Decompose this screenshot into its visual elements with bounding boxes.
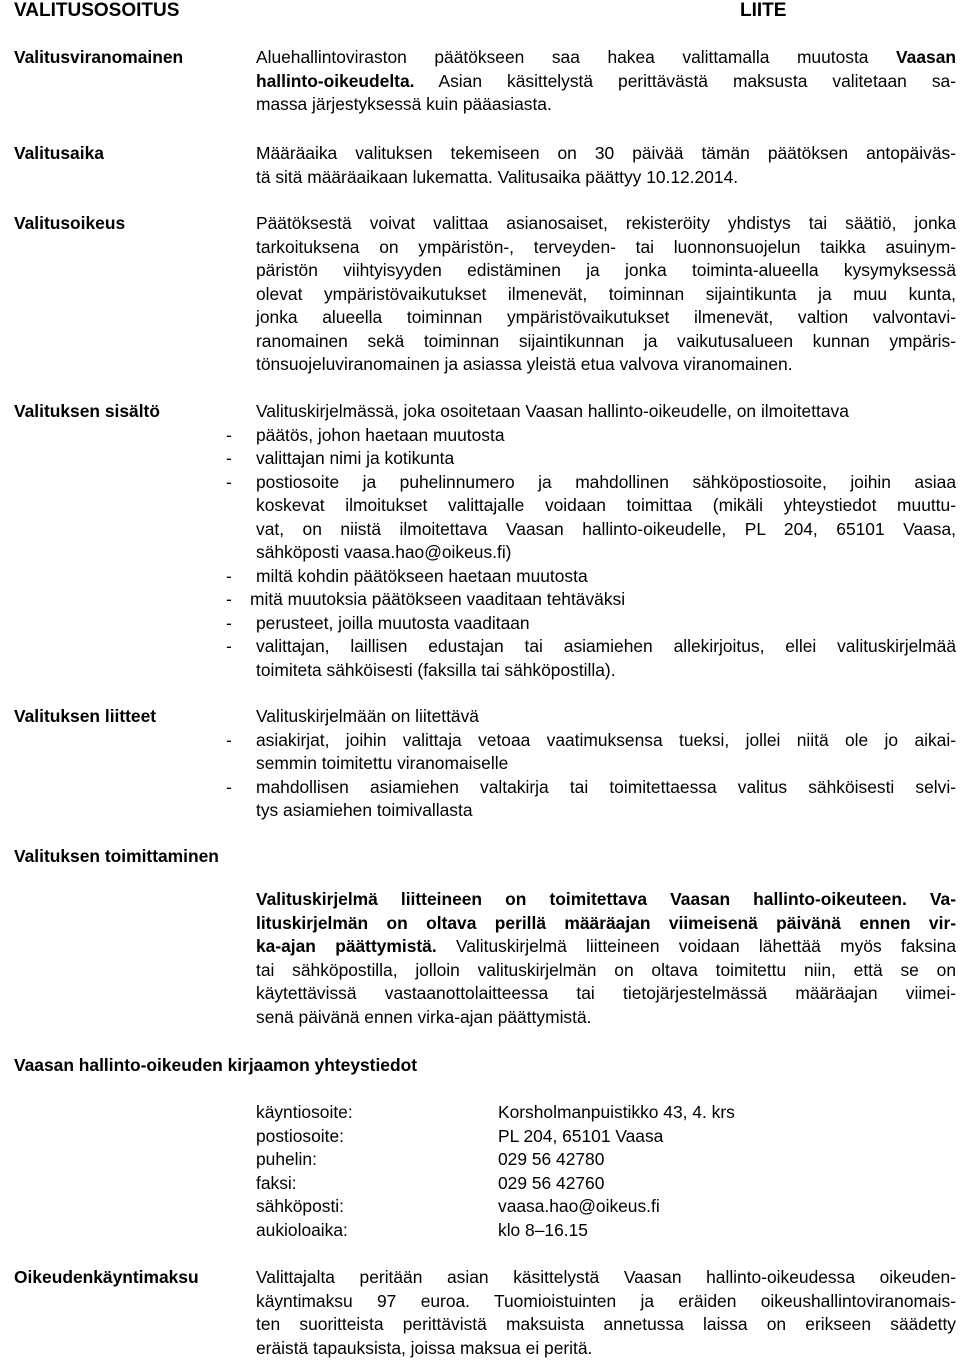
body-valitusoikeus: Päätöksestä voivat valittaa asianosaiset, rekisteröity yhdistys tai säätiö, jonka tarkoituksena on ympäristön-, terveyden- tai luonnonsuojelun taikka asuinym- päristön viihtyisyyden edistäminen ja jonka toiminta-alueella kysymyksessä olevat ympäristövaikutukset ilmenevät, toiminnan sijaintikunta ja muu kunta, jonka alueella toiminnan ympäristövaikutukset ilmenevät, valtion valvontavi- ranomainen sekä toiminnan sijaintikunnan ja vaikutusalueen kunnan ympäris- tönsuojeluviranomainen ja asiassa yleistä etua valvova viranomainen. [256,213,956,374]
list-item: - postiosoite ja puhelinnumero ja mahdollinen sähköpostiosoite, joihin asiaa koskevat ilmoitukset valittajalle voidaan toimittaa (mikäli yhteystiedot muuttu- vat, on niistä ilmoitettava Vaasan hallinto-oikeudelle, PL 204, 65101 Vaasa, sähköposti vaasa.hao@oikeus.fi) [226,471,956,562]
label-valitusaika: Valitusaika [14,143,104,163]
label-oikeudenkayntimaksu: Oikeudenkäyntimaksu [14,1267,199,1287]
label-valituksen-toimittaminen: Valituksen toimittaminen [14,846,219,866]
list-item: - asiakirjat, joihin valittaja vetoaa vaatimuksensa tueksi, jollei niitä ole jo aikai- semmin toimitettu viranomaiselle [226,729,956,773]
body-valituksen-toimittaminen: Valituskirjelmä liitteineen on toimitettava Vaasan hallinto-oikeuteen. Va- lituskirjelmän on oltava perillä määräajan viimeisenä päivänä ennen vir- ka-ajan päättymistä. Valituskirjelmä liitteineen voidaan lähettää myös faksina tai sähköpostilla, jolloin valituskirjelmän on oltava toimitettu niin, että se on käytettävissä vastaanottolaitteessa tai tietojärjestelmässä määräajan viimei- senä päivänä ennen virka-ajan päättymistä. [256,889,956,1027]
body-valituksen-sisalto: Valituskirjelmässä, joka osoitetaan Vaasan hallinto-oikeudelle, on ilmoitettava - päätös, johon haetaan muutosta - valittajan nimi ja kotikunta - postiosoite ja puhelinnumero ja mahdollinen sähköpostiosoite, joihin asiaa koskevat ilmoitukset valittajalle voidaan toimittaa (mikäli yhteystiedot muuttu- vat, on niistä ilmoitettava Vaasan hallinto-oikeudelle, PL 204, 65101 Vaasa, sähköposti vaasa.hao@oikeus.fi) - miltä kohdin päätökseen haetaan muutosta - mitä muutoksia päätökseen vaaditaan tehtäväksi - perusteet, joilla muutosta vaaditaan - valittajan, laillisen edustajan tai asiamiehen allekirjoitus, ellei valituskirjelmää toimiteta sähköisesti (faksilla tai sähköpostilla). [256,400,956,682]
label-valituksen-liitteet: Valituksen liitteet [14,706,157,726]
label-valitusoikeus: Valitusoikeus [14,213,126,233]
document-title: VALITUSOSOITUS [14,0,180,21]
list-item: - valittajan, laillisen edustajan tai asiamiehen allekirjoitus, ellei valituskirjelmää toimiteta sähköisesti (faksilla tai sähköpostilla). [226,636,956,680]
body-valituksen-liitteet: Valituskirjelmään on liitettävä - asiakirjat, joihin valittaja vetoaa vaatimuksensa tueksi, jollei niitä ole jo aikai- semmin toimitettu viranomaiselle - mahdollisen asiamiehen valtakirja tai toimitettaessa valitus sähköisesti selvi- tys asiamiehen toimivallasta [256,705,956,823]
list-item: - päätös, johon haetaan muutosta [226,424,505,445]
list-item: - valittajan nimi ja kotikunta [226,448,455,468]
list-item: - perusteet, joilla muutosta vaaditaan [226,612,530,633]
label-yhteystiedot: Vaasan hallinto-oikeuden kirjaamon yhteystiedot [14,1055,417,1075]
email-link[interactable]: vaasa.hao@oikeus.fi [498,1196,660,1216]
body-valitusaika: Määräaika valituksen tekemiseen on 30 päivää tämän päätöksen antopäiväs- tä sitä määräaikaan lukematta. Valitusaika päättyy 10.12.2014. [256,143,956,187]
list-item: - mitä muutoksia päätökseen vaaditaan tehtäväksi [226,589,626,609]
label-valitusviranomainen: Valitusviranomainen [14,47,184,67]
body-valitusviranomainen: Aluehallintoviraston päätökseen saa hakea valittamalla muutosta Vaasan hallinto-oikeudelta. Asian käsittelystä perittävästä maksusta valitetaan sa- massa järjestyksessä kuin pääasiasta. [256,47,956,114]
body-oikeudenkayntimaksu: Valittajalta peritään asian käsittelystä Vaasan hallinto-oikeudessa oikeuden- käyntimaksu 97 euroa. Tuomioistuinten ja eräiden oikeushallintoviranomais- ten suoritteista perittävistä maksuista annetussa laissa on erikseen säädetty eräistä tapauksista, joissa maksua ei peritä. [256,1267,956,1358]
attachment-label: LIITE [740,0,787,21]
list-item: - mahdollisen asiamiehen valtakirja tai toimitettaessa valitus sähköisesti selvi- tys asiamiehen toimivallasta [226,776,956,820]
list-item: - miltä kohdin päätökseen haetaan muutosta [226,565,588,586]
label-valituksen-sisalto: Valituksen sisältö [14,401,160,421]
